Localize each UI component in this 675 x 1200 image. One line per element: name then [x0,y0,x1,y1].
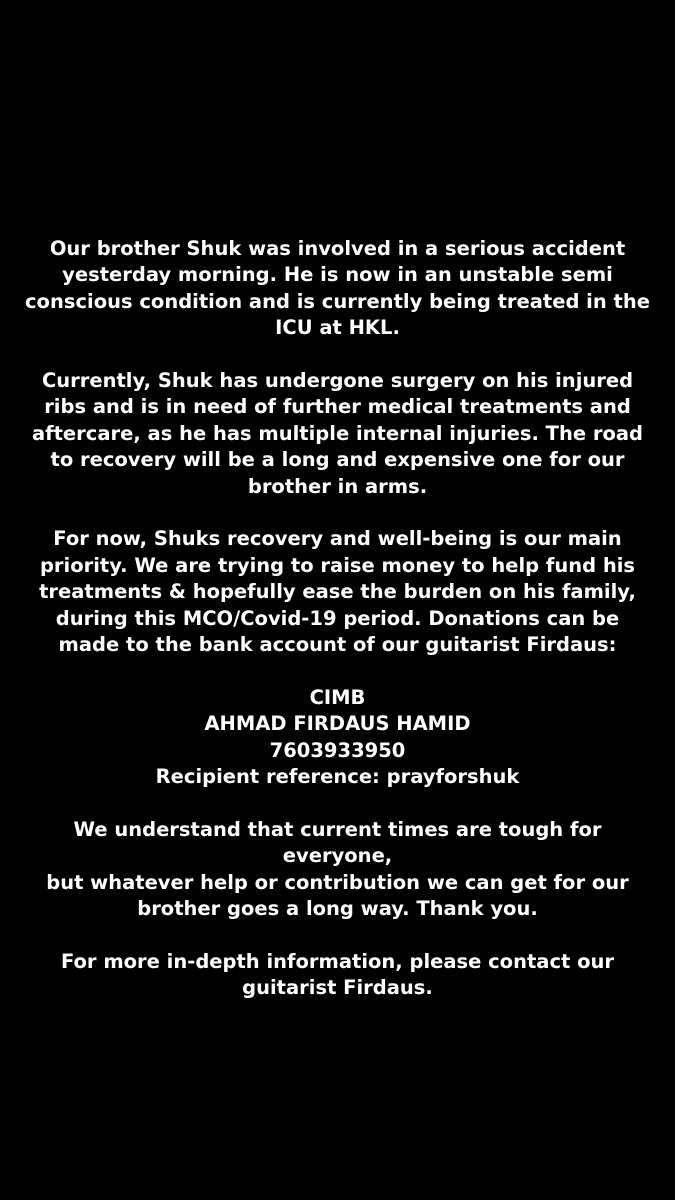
bank-details: CIMB AHMAD FIRDAUS HAMID 7603933950 Recipient reference: prayforshuk [155,685,520,789]
accident-paragraph: Our brother Shuk was involved in a serious accident yesterday morning. He is now in an unstable semi conscious condition and is currently being treated in the ICU at HKL. [25,237,650,340]
contact-paragraph: For more in-depth information, please contact our guitarist Firdaus. [60,949,615,1000]
announcement-text [0,236,675,1002]
donation-paragraph: For now, Shuks recovery and well-being is our main priority. We are trying to raise money to help fund his treatments & hopefully ease the burden on his family, during this MCO/Covid-19 period. Donations can be made to the bank account of our guitarist Firdaus: [39,527,636,657]
thank-you-paragraph: We understand that current times are tough for everyone, but whatever help or contribution we can get for our brother goes a long way. Thank you. [46,817,629,921]
surgery-paragraph: Currently, Shuk has undergone surgery on his injured ribs and is in need of further medical treatments and aftercare, as he has multiple internal injuries. The road to recovery will be a long and expensive one for our brother in arms. [31,369,644,498]
